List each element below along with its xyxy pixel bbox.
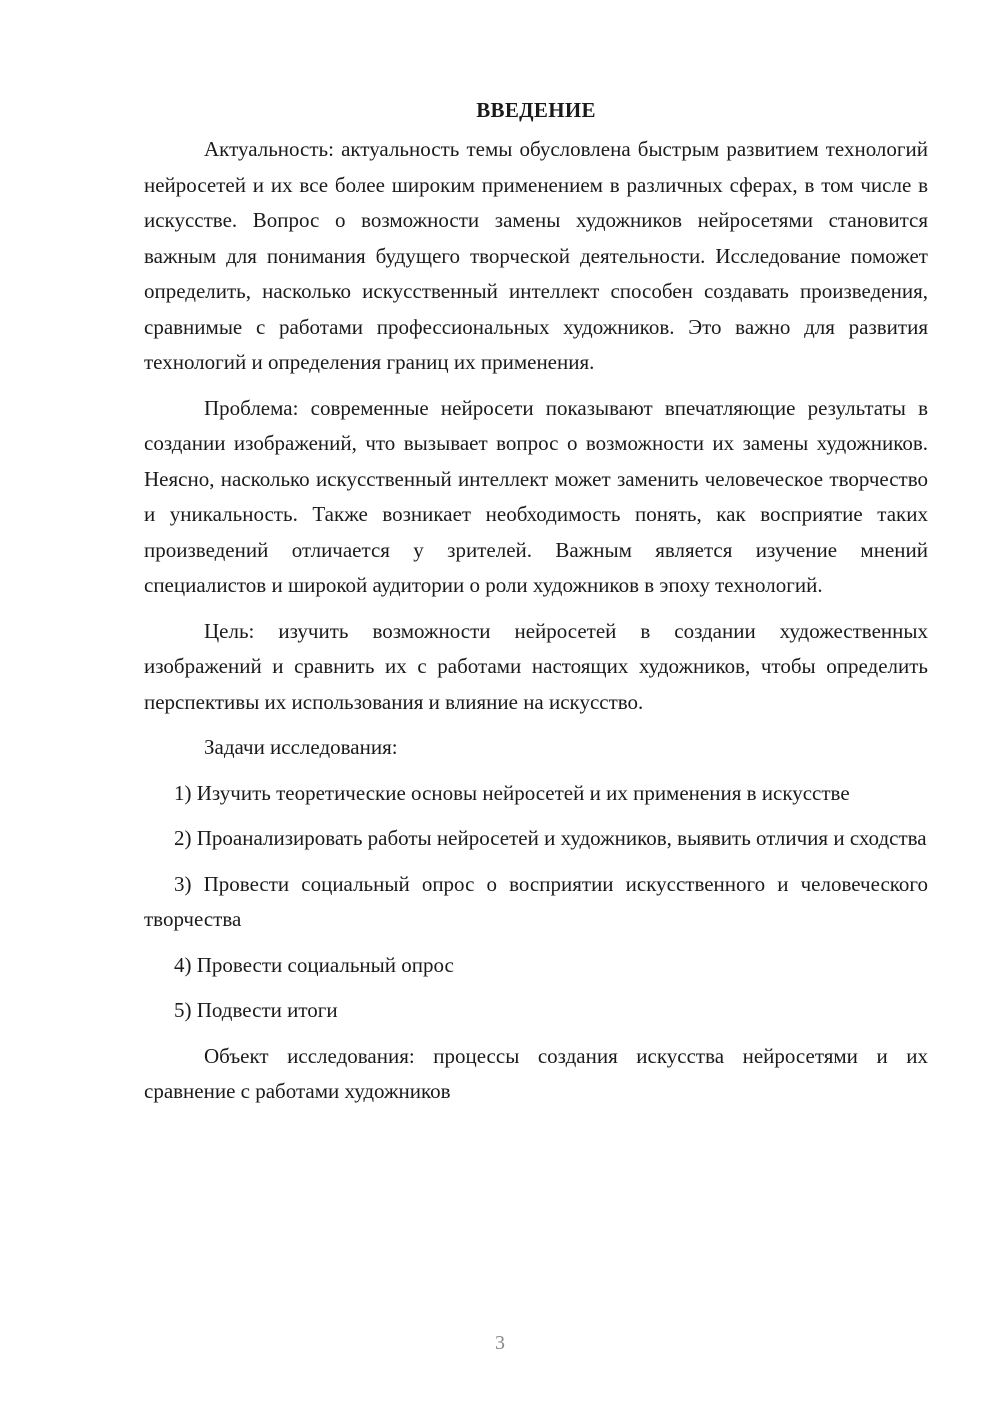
paragraph-relevance: Актуальность: актуальность темы обусловлена быстрым развитием технологий нейросетей и их все более широким применением в различных сферах, в том числе в искусстве. Вопрос о возможности замены художников нейросетями становится важным для понимания будущего творческой деятельности. Исследование поможет определить, насколько искусственный интеллект способен создавать произведения, сравнимые с работами профессиональных художников. Это важно для развития технологий и определения границ их применения. [144,137,928,374]
task-item-3: 3) Провести социальный опрос о восприятии искусственного и человеческого творчества [144,871,928,931]
task-item-2: 2) Проанализировать работы нейросетей и художников, выявить отличия и сходства [174,826,927,850]
document-page [144,92,928,1120]
paragraph-object: Объект исследования: процессы создания искусства нейросетями и их сравнение с работами художников [144,1043,928,1103]
task-item-1: 1) Изучить теоретические основы нейросетей и их применения в искусстве [174,780,850,805]
page-number: 3 [495,1332,505,1354]
paragraph-goal: Цель: изучить возможности нейросетей в создании художественных изображений и сравнить их с работами настоящих художников, чтобы определить перспективы их использования и влияние на искусство. [144,618,928,714]
paragraph-problem: Проблема: современные нейросети показывают впечатляющие результаты в создании изображений, что вызывает вопрос о возможности их замены художников. Неясно, насколько искусственный интеллект может заменить человеческое творчество и уникальность. Также возникает необходимость понять, как восприятие таких произведений отличается у зрителей. Важным является изучение мнений специалистов и широкой аудитории о роли художников в эпоху технологий. [144,395,928,597]
page-title: ВВЕДЕНИЕ [476,98,596,122]
task-item-4: 4) Провести социальный опрос [174,952,454,977]
task-item-5: 5) Подвести итоги [174,998,338,1022]
tasks-heading: Задачи исследования: [204,735,398,759]
